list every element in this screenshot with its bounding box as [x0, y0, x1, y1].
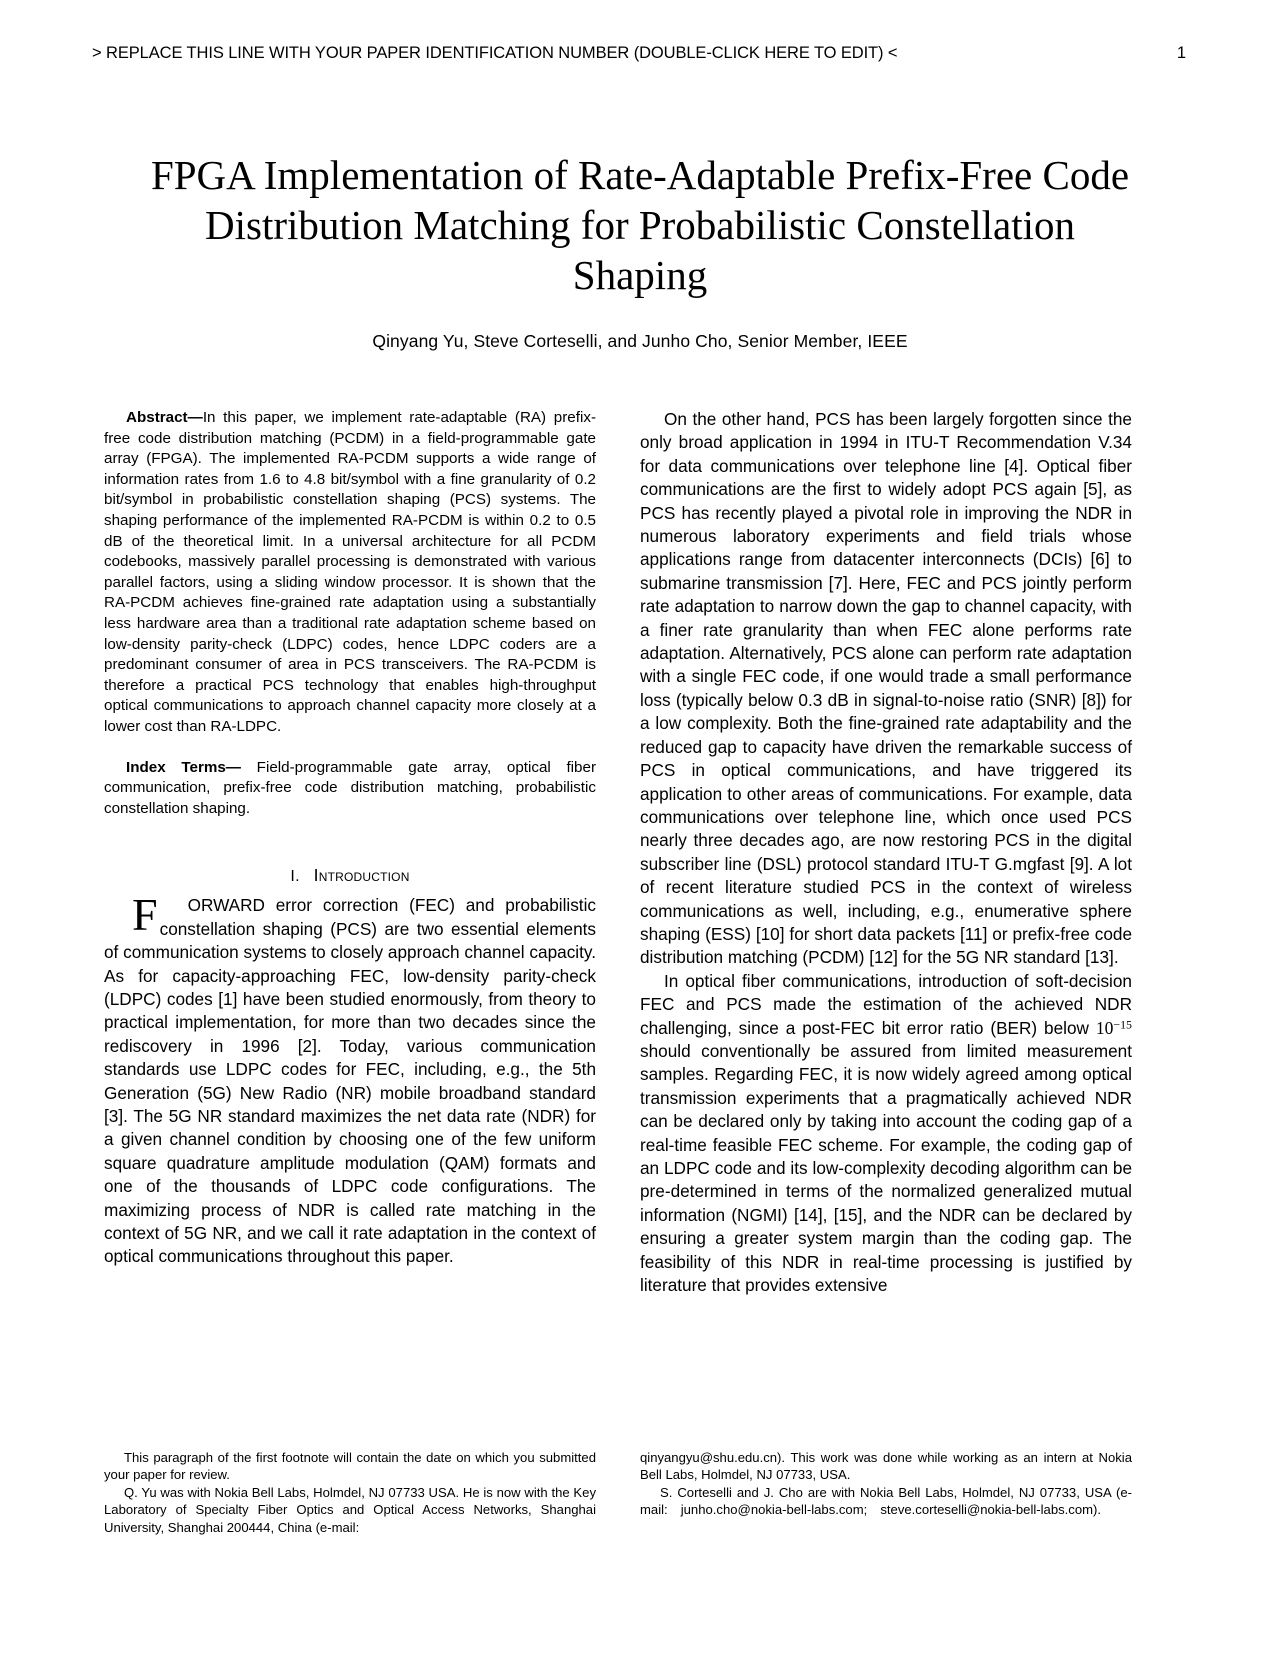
right-column: [640, 408, 1132, 1297]
section-spacer: [104, 819, 596, 865]
footnote-right-column: [640, 1449, 1132, 1519]
ber-threshold-value: [1096, 1018, 1132, 1038]
index-terms-paragraph: [104, 758, 596, 820]
abstract-spacer: [104, 738, 596, 758]
footnote-item: This paragraph of the first footnote will contain the date on which you submitted your paper for review.: [104, 1450, 596, 1483]
right-paragraph-1: On the other hand, PCS has been largely forgotten since the only broad application in 1994 in ITU-T Recommendation V.34 for data communications over telephone line [4]. Optical fiber communications are the first to widely adopt PCS again [5], as PCS has recently played a pivotal role in improving the NDR in numerous laboratory experiments and field trials whose applications range from datacenter interconnects (DCIs) [6] to submarine transmission [7]. Here, FEC and PCS jointly perform rate adaptation to narrow down the gap to channel capacity, with a finer rate granularity than when FEC alone performs rate adaptation. Alternatively, PCS alone can perform rate adaptation with a single FEC code, if one would trade a small performance loss (typically below 0.3 dB in signal-to-noise ratio (SNR) [8]) for a low complexity. Both the fine-grained rate adaptability and the reduced gap to capacity have driven the remarkable success of PCS in optical communications, and have triggered its application to other areas of communications. For example, data communications over telephone line, which once used PCS nearly three decades ago, are now restoring PCS in the digital subscriber line (DSL) protocol standard ITU-T G.mgfast [9]. A lot of recent literature studied PCS in the context of wireless communications as well, including, e.g., enumerative sphere shaping (ESS) [10] for short data packets [11] or prefix-free code distribution matching (PCDM) [12] for the 5G NR standard [13].: [640, 409, 1132, 968]
intro-first-paragraph-text: ORWARD error correction (FEC) and probabilistic constellation shaping (PCS) are two essential elements of communication systems to closely approach channel capacity. As for capacity-approaching FEC, low-density parity-check (LDPC) codes [1] have been studied enormously, from theory to practical implementation, for more than two decades since the rediscovery in 1996 [2]. Today, various communication standards use LDPC codes for FEC, including, e.g., the 5th Generation (5G) New Radio (NR) mobile broadband standard [3]. The 5G NR standard maximizes the net data rate (NDR) for a given channel condition by choosing one of the few uniform square quadrature amplitude modulation (QAM) formats and one of the thousands of LDPC code configurations. The maximizing process of NDR is called rate matching in the context of 5G NR, and we call it rate adaptation in the context of optical communications throughout this paper.: [104, 895, 596, 1267]
footnote-item: Q. Yu was with Nokia Bell Labs, Holmdel, NJ 07733 USA. He is now with the Key Laboratory of Specialty Fiber Optics and Optical Access Networks, Shanghai University, Shanghai 200444, China (e-mail:: [104, 1484, 596, 1535]
running-header: [92, 44, 1188, 63]
left-column: [104, 408, 596, 1269]
intro-first-paragraph: [104, 889, 596, 1269]
drop-cap-letter: F: [132, 889, 158, 941]
footnote-left-column: [104, 1449, 596, 1536]
page-number: 1: [1176, 44, 1186, 62]
abstract-body: In this paper, we implement rate-adaptable (RA) prefix-free code distribution matching (PCDM) in a field-programmable gate array (FPGA). The implemented RA-PCDM supports a wide range of information rates from 1.6 to 4.8 bit/symbol with a fine granularity of 0.2 bit/symbol in probabilistic constellation shaping (PCS) systems. The shaping performance of the implemented RA-PCDM is within 0.2 to 0.5 dB of the theoretical limit. In a universal architecture for all PCDM codebooks, massively parallel processing is demonstrated with various parallel factors, using a sliding window processor. It is shown that the RA-PCDM achieves fine-grained rate adaptation using a substantially less hardware area than a traditional rate adaptation scheme based on low-density parity-check (LDPC) codes, hence LDPC coders are a predominant consumer of area in PCS transceivers. The RA-PCDM is therefore a practical PCS technology that enables high-throughput optical communications to approach channel capacity more closely at a lower cost than RA-LDPC.: [104, 409, 596, 735]
footnote-item: qinyangyu@shu.edu.cn). This work was done while working as an intern at Nokia Bell Labs, Holmdel, NJ 07733, USA.: [640, 1450, 1132, 1483]
footnote-item: S. Corteselli and J. Cho are with Nokia Bell Labs, Holmdel, NJ 07733, USA (e-mail: junho.cho@nokia-bell-labs.com; steve.corteselli@nokia-bell-labs.com).: [640, 1484, 1132, 1518]
section-title: Introduction: [313, 865, 410, 886]
header-notice-text: > REPLACE THIS LINE WITH YOUR PAPER IDENTIFICATION NUMBER (DOUBLE-CLICK HERE TO EDIT) <: [92, 44, 898, 62]
index-terms-label: Index Terms—: [126, 758, 241, 776]
section-heading-introduction: [104, 865, 596, 886]
heading-gap: [104, 886, 596, 894]
paper-title: FPGA Implementation of Rate-Adaptable Prefix-Free Code Distribution Matching for Probabilistic Constellation Shaping: [150, 152, 1130, 299]
index-terms-body: Field-programmable gate array, optical fiber communication, prefix-free code distribution matching, probabilistic constellation shaping.: [104, 758, 596, 817]
abstract-label: Abstract—: [126, 409, 203, 426]
abstract-paragraph: [104, 408, 596, 738]
right-paragraph-2-part2: should conventionally be assured from limited measurement samples. Regarding FEC, it is now widely agreed among optical transmission experiments that a pragmatically achieved NDR can be declared only by taking into account the coding gap of a real-time feasible FEC scheme. For example, the coding gap of an LDPC code and its low-complexity decoding algorithm can be pre-determined in terms of the normalized generalized mutual information (NGMI) [14], [15], and the NDR can be declared by ensuring a greater system margin than the coding gap. The feasibility of this NDR in real-time processing is justified by literature that provides extensive: [640, 1040, 1132, 1296]
right-paragraph-2-part1: In optical fiber communications, introduction of soft-decision FEC and PCS made the estimation of the achieved NDR challenging, since a post-FEC bit error ratio (BER) below: [640, 970, 1132, 1038]
right-paragraph-2: [640, 970, 1132, 1298]
author-line: Qinyang Yu, Steve Corteselli, and Junho Cho, Senior Member, IEEE: [372, 331, 908, 351]
section-number: I.: [290, 868, 300, 886]
ber-exponent: −15: [1113, 1017, 1132, 1032]
ber-mantissa: 10: [1095, 1017, 1114, 1038]
